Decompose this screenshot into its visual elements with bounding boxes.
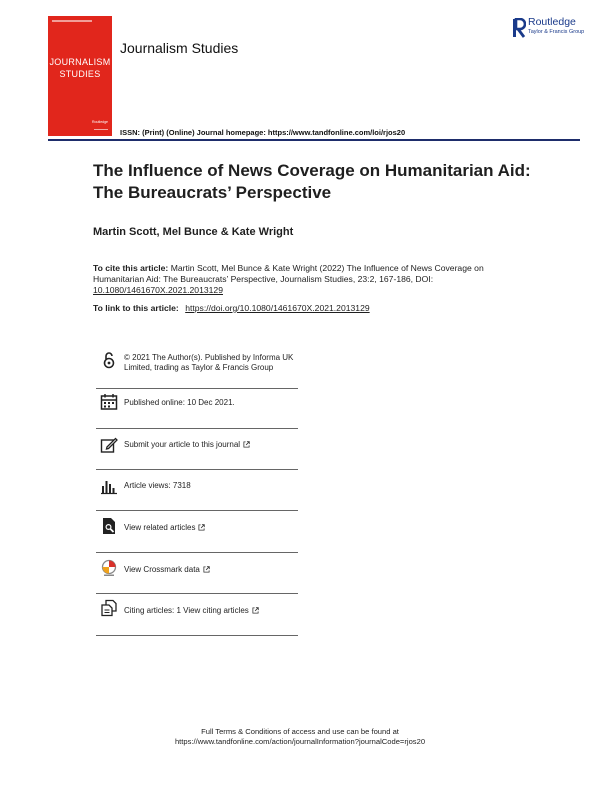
list-item-license (96, 348, 298, 389)
cover-title (48, 56, 112, 80)
article-authors: Martin Scott, Mel Bunce & Kate Wright (93, 226, 294, 238)
related-articles-link[interactable] (124, 523, 300, 533)
list-item-citing[interactable] (96, 594, 298, 636)
citation-block (93, 263, 513, 296)
cite-doi-link[interactable]: 10.1080/1461670X.2021.2013129 (93, 285, 223, 295)
open-access-icon (100, 351, 118, 369)
bar-chart-icon (100, 477, 118, 495)
cover-publisher: Routledge (92, 120, 108, 124)
cover-header-bar (52, 20, 92, 22)
external-link-icon (252, 607, 259, 614)
citing-articles-label: Citing articles: 1 View citing articles (124, 606, 249, 615)
external-link-icon (243, 441, 250, 448)
related-articles-label: View related articles (124, 523, 196, 532)
cover-title-line1: JOURNALISM (49, 57, 111, 67)
issn-homepage-line[interactable]: ISSN: (Print) (Online) Journal homepage: https://www.tandfonline.com/loi/rjos20 (120, 128, 406, 137)
list-item-related[interactable] (96, 511, 298, 553)
citing-articles-link[interactable] (124, 606, 300, 616)
article-doi-link[interactable]: https://doi.org/10.1080/1461670X.2021.2013129 (185, 303, 370, 313)
cover-title-line2: STUDIES (59, 69, 101, 79)
published-text: Published online: 10 Dec 2021. (124, 398, 235, 407)
crossmark-link[interactable] (124, 565, 300, 575)
terms-footer (0, 727, 600, 747)
crossmark-icon (100, 559, 118, 577)
external-link-icon (203, 566, 210, 573)
submit-article-link[interactable] (124, 440, 300, 450)
publisher-name: Routledge (528, 16, 576, 28)
list-item-crossmark[interactable] (96, 553, 298, 594)
external-link-icon (198, 524, 205, 531)
citing-articles-icon (100, 599, 118, 617)
edit-icon (100, 436, 118, 454)
cover-footer-bar (94, 129, 108, 130)
list-item-published (96, 389, 298, 429)
crossmark-label: View Crossmark data (124, 565, 200, 574)
article-info-list (96, 348, 298, 636)
cite-text: Martin Scott, Mel Bunce & Kate Wright (2022) The Influence of News Coverage on Humanitarian Aid: The Bureaucrats’ Perspective, Journalism Studies, 23:2, 167-186, DOI: (93, 263, 484, 284)
publisher-logo (512, 18, 584, 38)
list-item-submit[interactable] (96, 429, 298, 470)
routledge-r-icon (512, 18, 526, 38)
submit-article-label: Submit your article to this journal (124, 440, 241, 449)
journal-name: Journalism Studies (120, 40, 239, 56)
publisher-subtitle: Taylor & Francis Group (528, 29, 585, 35)
header-divider (48, 139, 580, 141)
article-link-block (93, 303, 370, 313)
calendar-icon (100, 393, 118, 411)
footer-terms-link[interactable]: https://www.tandfonline.com/action/journalInformation?journalCode=rjos20 (174, 737, 426, 746)
search-document-icon (100, 517, 118, 535)
list-item-views (96, 470, 298, 511)
license-text: © 2021 The Author(s). Published by Informa UK Limited, trading as Taylor & Francis Group (124, 353, 294, 372)
cite-label: To cite this article: (93, 263, 169, 273)
journal-cover (48, 16, 112, 136)
article-views-text: Article views: 7318 (124, 481, 191, 490)
footer-line1: Full Terms & Conditions of access and use can be found at (201, 727, 399, 736)
link-label: To link to this article: (93, 303, 179, 313)
article-title: The Influence of News Coverage on Humanitarian Aid: The Bureaucrats’ Perspective (93, 161, 531, 202)
